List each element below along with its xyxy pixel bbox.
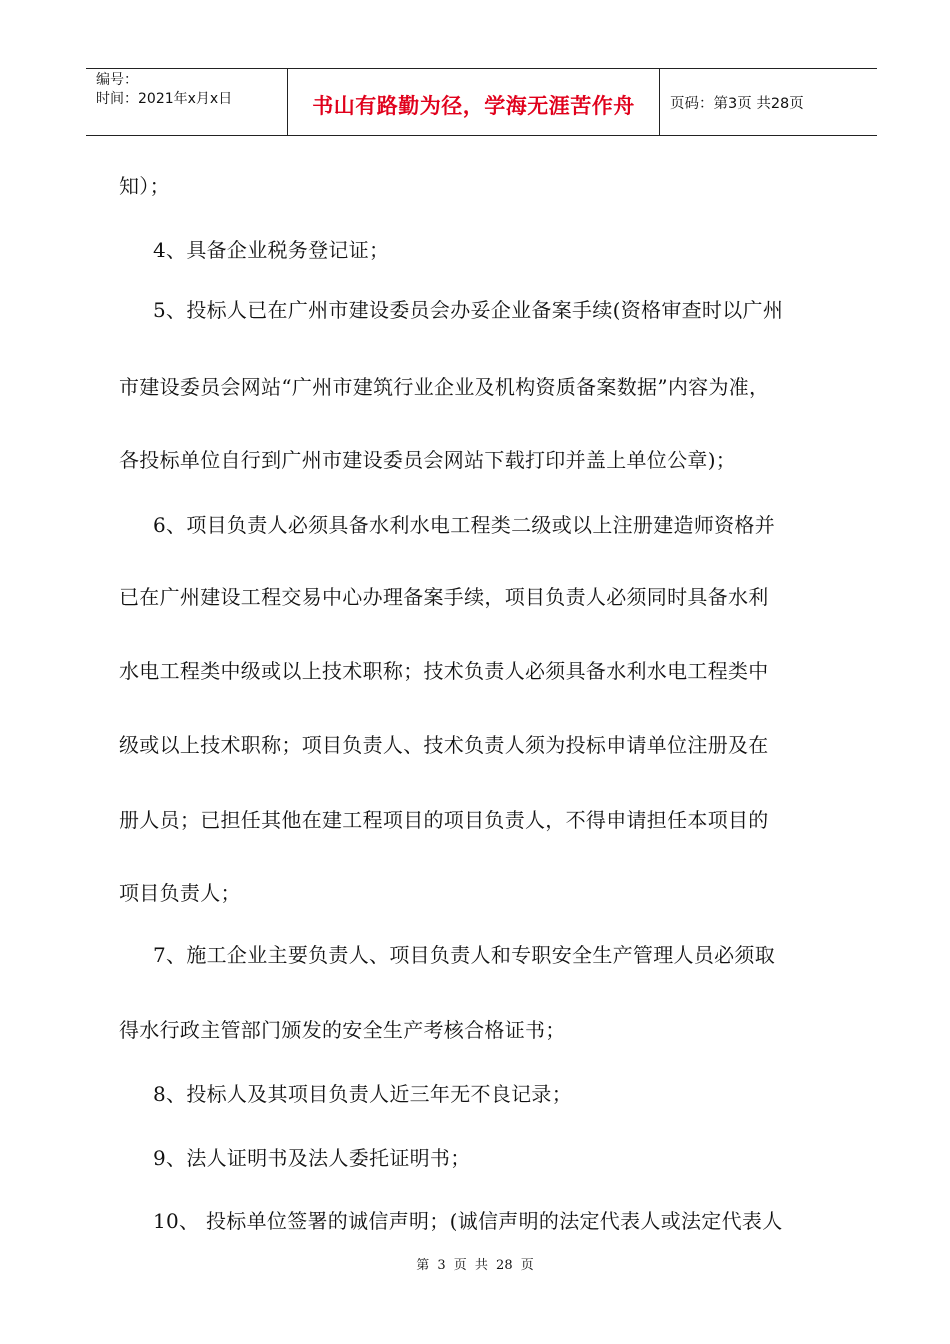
page-footer: 第 3 页 共 28 页 <box>416 1258 534 1273</box>
header-page-info: 页码：第3页 共28页 <box>670 95 804 112</box>
body-line-4: 市建设委员会网站“广州市建筑行业企业及机构资质备案数据”内容为准， <box>119 375 770 399</box>
body-line-11: 项目负责人； <box>119 881 241 905</box>
header-page-info-cell <box>660 69 877 135</box>
header-meta <box>86 69 288 135</box>
page-header <box>86 68 877 136</box>
body-line-12: 7、施工企业主要负责人、项目负责人和专职安全生产管理人员必须取 <box>153 943 776 967</box>
body-line-1: 知）； <box>119 174 170 198</box>
body-line-16: 10、 投标单位签署的诚信声明；(诚信声明的法定代表人或法定代表人 <box>153 1209 783 1233</box>
body-line-2: 4、具备企业税务登记证； <box>153 238 390 262</box>
body-line-6: 6、项目负责人必须具备水利水电工程类二级或以上注册建造师资格并 <box>153 513 776 537</box>
body-line-7: 已在广州建设工程交易中心办理备案手续，项目负责人必须同时具备水利 <box>119 585 769 609</box>
body-line-3: 5、投标人已在广州市建设委员会办妥企业备案手续(资格审查时以广州 <box>153 298 784 322</box>
header-motto: 书山有路勤为径，学海无涯苦作舟 <box>312 94 635 118</box>
body-line-9: 级或以上技术职称；项目负责人、技术负责人须为投标申请单位注册及在 <box>119 733 769 757</box>
body-line-5: 各投标单位自行到广州市建设委员会网站下载打印并盖上单位公章)； <box>119 448 737 472</box>
body-line-14: 8、投标人及其项目负责人近三年无不良记录； <box>153 1082 573 1106</box>
header-time-label: 时间：2021年x月x日 <box>96 91 233 107</box>
body-line-8: 水电工程类中级或以上技术职称；技术负责人必须具备水利水电工程类中 <box>119 659 769 683</box>
body-line-13: 得水行政主管部门颁发的安全生产考核合格证书； <box>119 1018 566 1042</box>
body-line-10: 册人员；已担任其他在建工程项目的项目负责人，不得申请担任本项目的 <box>119 808 769 832</box>
header-motto-cell <box>288 69 660 135</box>
header-number-label: 编号： <box>96 72 138 88</box>
body-line-15: 9、法人证明书及法人委托证明书； <box>153 1146 471 1170</box>
